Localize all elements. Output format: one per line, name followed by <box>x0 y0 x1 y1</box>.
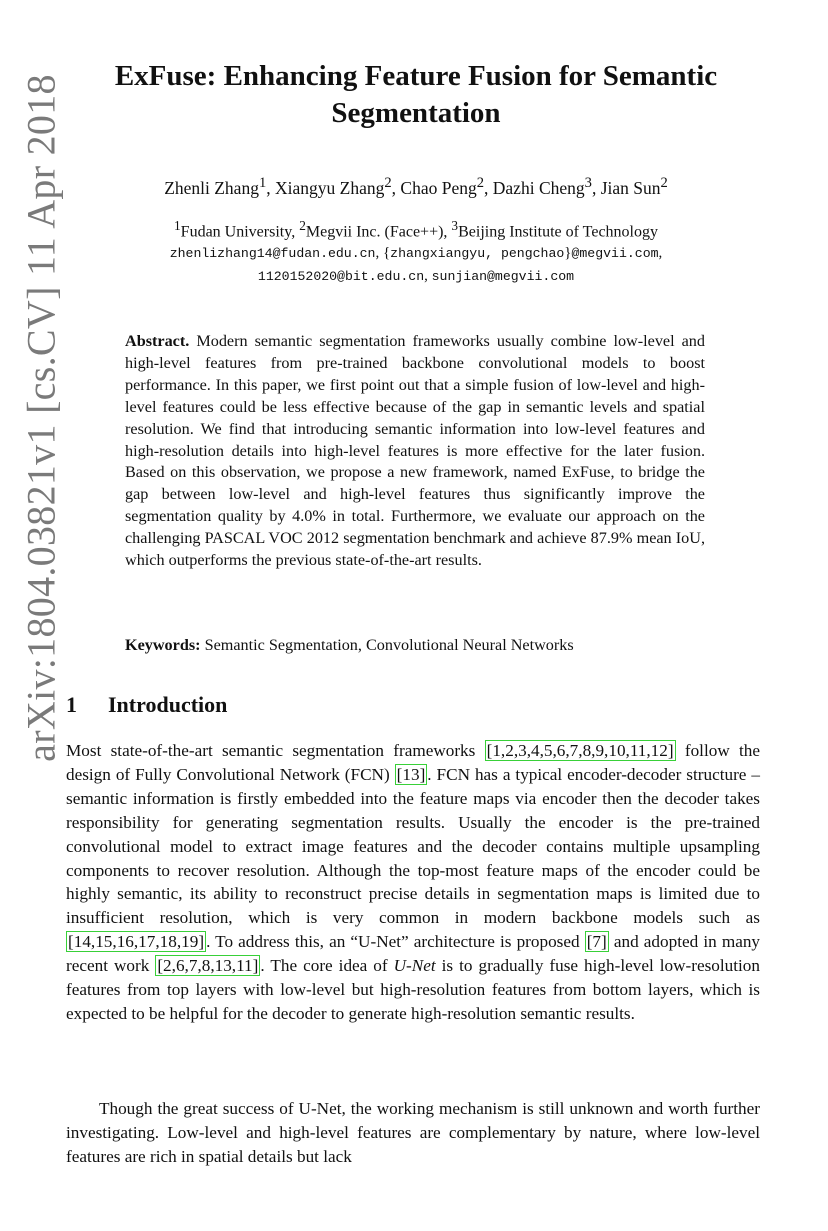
affiliation-sup: 3 <box>451 218 459 233</box>
text-run: follow the design of Fully Convolutional Network (FCN) <box>66 741 760 784</box>
arxiv-identifier-text: arXiv:1804.03821v1 [cs.CV] 11 Apr 2018 <box>18 74 64 762</box>
email: 1120152020@bit.edu.cn <box>257 269 425 284</box>
paper-title <box>66 58 766 132</box>
intro-paragraph-1 <box>66 739 760 1026</box>
author-sup: 2 <box>476 175 485 191</box>
keywords-text: Semantic Segmentation, Convolutional Neural Networks <box>204 636 574 654</box>
affiliation-name: Megvii Inc. (Face++) <box>305 223 444 241</box>
intro-paragraph-2: Though the great success of U-Net, the working mechanism is still unknown and worth further investigating. Low-level and high-level features are complementary by nature, where low-level features are rich in spatial details but lack <box>66 1099 760 1166</box>
keywords-label: Keywords: <box>125 636 201 654</box>
citation-link[interactable]: [2,6,7,8,13,11] <box>157 956 259 976</box>
affiliations: $^1$Fudan University, $^2$Megvii Inc. (Face++), $^3$Beijing Institute of Technology <box>174 218 658 241</box>
affiliation-name: Beijing Institute of Technology <box>458 223 658 241</box>
text-run: and adopted in many recent work <box>66 932 761 976</box>
affiliation-sup: 1 <box>174 218 181 233</box>
email: zhenlizhang14@fudan.edu.cn <box>169 246 376 261</box>
abstract <box>125 331 705 572</box>
citation-link[interactable]: [13] <box>396 764 426 784</box>
text-run: Most state-of-the-art semantic segmentation frameworks <box>66 741 485 760</box>
author-list: Zhenli Zhang$^1$, Xiangyu Zhang$^2$, Chao Peng$^2$, Dazhi Cheng$^3$, Jian Sun$^2$ <box>164 175 668 198</box>
text-run: is to gradually fuse high-level low-resolution features from top layers with low-level but high-resolution features from bottom layers, which is expected to be helpful for the decoder to generate high-resolution semantic results. <box>66 956 760 1023</box>
citation-link[interactable]: [1,2,3,4,5,6,7,8,9,10,11,12] <box>486 741 674 760</box>
arxiv-identifier <box>13 68 69 768</box>
author-name: Jian Sun <box>600 177 661 198</box>
author-sup: 1 <box>258 175 267 191</box>
title-line-1: ExFuse: Enhancing Feature Fusion for Semantic <box>114 60 718 92</box>
author-name: Chao Peng <box>400 177 477 198</box>
author-name: Dazhi Cheng <box>492 177 585 198</box>
section-heading <box>66 692 227 718</box>
citation-link[interactable]: [14,15,16,17,18,19] <box>68 932 205 952</box>
author-emails: zhenlizhang14@fudan.edu.cn, {zhangxiangyu, pengchao}@megvii.com, 1120152020@bit.edu.cn, sunjian@megvii.com <box>169 245 663 284</box>
author-name: Zhenli Zhang <box>164 177 259 198</box>
section-number: 1 <box>66 692 77 717</box>
text-run-italic: U-Net <box>393 956 436 976</box>
author-sup: 2 <box>660 175 668 191</box>
email-domain: @megvii.com <box>571 246 659 261</box>
text-run: . FCN has a typical encoder-decoder structure – semantic information is firstly embedded into the feature maps via encoder then the decoder takes responsibility for generating segmentation results. Usually the encoder is the pre-trained convolutional model to extract image features and the decoder contains multiple upsampling components to recover resolution. Although the top-most feature maps of the encoder could be highly semantic, its ability to reconstruct precise details in segmentation maps is limited due to insufficient resolution, which is very common in modern backbone models such as <box>66 764 760 928</box>
author-name: Xiangyu Zhang <box>275 177 385 198</box>
abstract-label: Abstract. <box>125 332 190 350</box>
section-title: Introduction <box>108 692 228 717</box>
abstract-text: Modern semantic segmentation frameworks usually combine low-level and high-level features from pre-trained backbone convolutional models to boost performance. In this paper, we first point out that a simple fusion of low-level and high-level features could be less effective because of the gap in semantic levels and spatial resolution. We find that introducing semantic information into low-level features and high-resolution details into high-level features is more effective for the later fusion. Based on this observation, we propose a new framework, named ExFuse, to bridge the gap between low-level and high-level features thus significantly improve the segmentation quality by 4.0% in total. Furthermore, we evaluate our approach on the challenging PASCAL VOC 2012 segmentation benchmark and achieve 87.9% mean IoU, which outperforms the previous state-of-the-art results. <box>125 332 705 570</box>
affiliation-sup: 2 <box>299 218 306 233</box>
title-line-2: Segmentation <box>331 97 501 129</box>
text-run: . To address this, an “U-Net” architecture is proposed <box>206 932 585 952</box>
email: sunjian@megvii.com <box>431 269 575 284</box>
author-sup: 3 <box>584 175 592 191</box>
email-group: zhangxiangyu, pengchao <box>390 246 565 261</box>
keywords <box>125 636 705 655</box>
author-sup: 2 <box>384 175 392 191</box>
citation-link[interactable]: [7] <box>586 932 607 952</box>
text-run: . The core idea of <box>260 956 394 976</box>
affiliation-name: Fudan University <box>180 223 292 241</box>
